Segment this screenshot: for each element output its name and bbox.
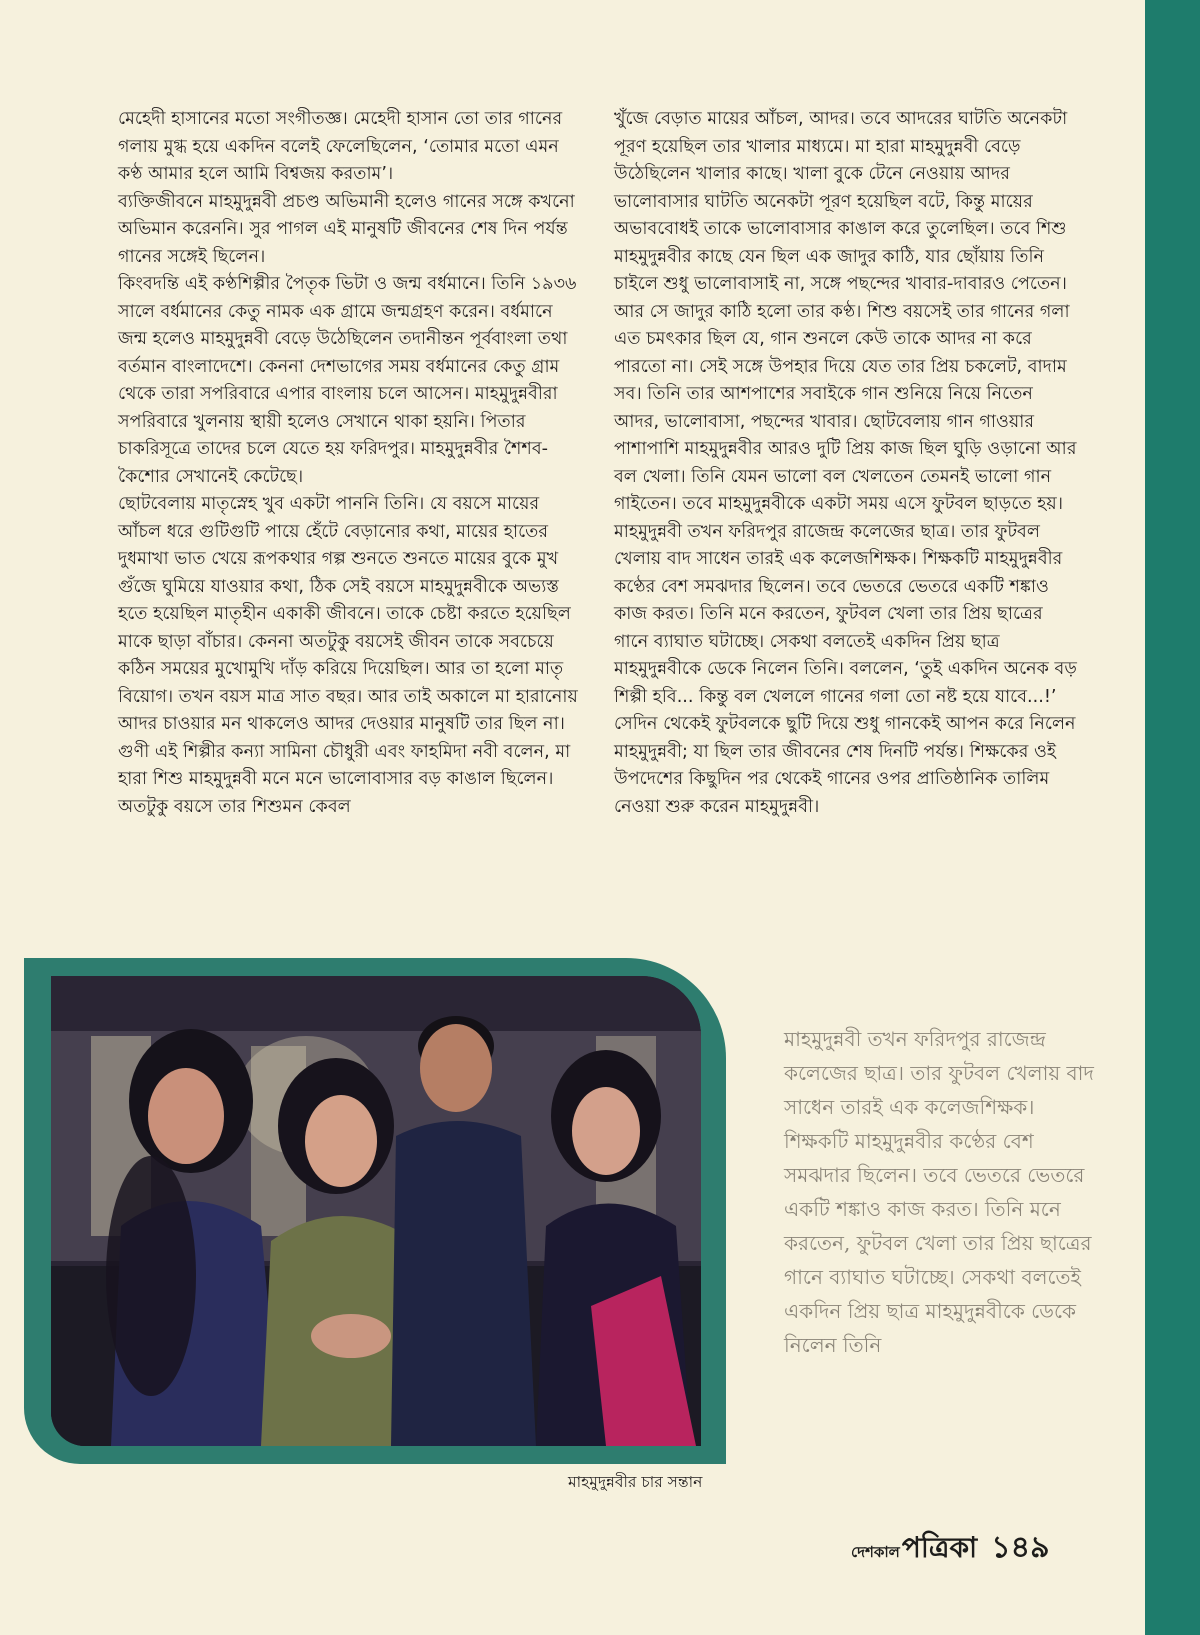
paragraph: গুণী এই শিল্পীর কন্যা সামিনা চৌধুরী এবং ফাহমিদা নবী বলেন, মা হারা শিশু মাহমুদুন্নবী মনে মনে ভালোবাসার বড় কাঙাল ছিলেন। অতটুকু বয়সে তার শিশুমন কেবল [118, 741, 571, 817]
article-column-right [614, 106, 1080, 821]
paragraph: ব্যক্তিজীবনে মাহমুদুন্নবী প্রচণ্ড অভিমানী হলেও গানের সঙ্গে কখনো অভিমান করেননি। সুর পাগল এই মানুষটি জীবনের শেষ দিন পর্যন্ত গানের সঙ্গেই ছিলেন। [118, 191, 575, 267]
group-photo [51, 976, 701, 1446]
pull-quote: মাহমুদুন্নবী তখন ফরিদপুর রাজেন্দ্র কলেজের ছাত্র। তার ফুটবল খেলায় বাদ সাধেন তারই এক কলেজশিক্ষক। শিক্ষকটি মাহমুদুন্নবীর কণ্ঠের বেশ সমঝদার ছিলেন। তবে ভেতরে ভেতরে একটি শঙ্কাও কাজ করত। তিনি মনে করতেন, ফুটবল খেলা তার প্রিয় ছাত্রের গানে ব্যাঘাত ঘটাচ্ছে। সেকথা বলতেই একদিন প্রিয় ছাত্র মাহমুদুন্নবীকে ডেকে নিলেন তিনি [784, 1027, 1094, 1357]
footer [851, 1523, 1050, 1574]
photo-frame [24, 958, 726, 1464]
side-color-band [1145, 0, 1200, 1635]
paragraph: ছোটবেলায় মাতৃস্নেহ খুব একটা পাননি তিনি। যে বয়সে মায়ের আঁচল ধরে গুটিগুটি পায়ে হেঁটে বেড়ানোর কথা, মায়ের হাতের দুধমাখা ভাত খেয়ে রূপকথার গল্প শুনতে শুনতে মায়ের বুকে মুখ গুঁজে ঘুমিয়ে যাওয়ার কথা, ঠিক সেই বয়সে মাহমুদুন্নবীকে অভ্যস্ত হতে হয়েছিল মাতৃহীন একাকী জীবনে। তাকে চেষ্টা করতে হয়েছিল মাকে ছাড়া বাঁচার। কেননা অতটুকু বয়সেই জীবন তাকে সবচেয়ে কঠিন সময়ের মুখোমুখি দাঁড় করিয়ে দিয়েছিল। আর তা হলো মাতৃ বিয়োগ। তখন বয়স মাত্র সাত বছর। আর তাই অকালে মা হারানোয় আদর চাওয়ার মন থাকলেও আদর দেওয়ার মানুষটি তার ছিল না। [118, 494, 578, 734]
paragraph: মাহমুদুন্নবী তখন ফরিদপুর রাজেন্দ্র কলেজের ছাত্র। তার ফুটবল খেলায় বাদ সাধেন তারই এক কলেজশিক্ষক। শিক্ষকটি মাহমুদুন্নবীর কণ্ঠের বেশ সমঝদার ছিলেন। তবে ভেতরে ভেতরে একটি শঙ্কাও কাজ করত। তিনি মনে করতেন, ফুটবল খেলা তার প্রিয় ছাত্রের গানে ব্যাঘাত ঘটাচ্ছে। সেকথা বলতেই একদিন প্রিয় ছাত্র মাহমুদুন্নবীকে ডেকে নিলেন তিনি। বললেন, ‘তুই একদিন অনেক বড় শিল্পী হবি... কিন্তু বল খেললে গানের গলা তো নষ্ট হয়ে যাবে...!’ সেদিন থেকেই ফুটবলকে ছুটি দিয়ে শুধু গানকেই আপন করে নিলেন মাহমুদুন্নবী; যা ছিল তার জীবনের শেষ দিনটি পর্যন্ত। শিক্ষকের ওই উপদেশের কিছুদিন পর থেকেই গানের ওপর প্রাতিষ্ঠানিক তালিম নেওয়া শুরু করেন মাহমুদুন্নবী। [614, 521, 1077, 817]
paragraph: খুঁজে বেড়াত মায়ের আঁচল, আদর। তবে আদরের ঘাটতি অনেকটা পূরণ হয়েছিল তার খালার মাধ্যমে। মা হারা মাহমুদুন্নবী বেড়ে উঠেছিলেন খালার কাছে। খালা বুকে টেনে নেওয়ায় আদর ভালোবাসার ঘাটতি অনেকটা পূরণ হয়েছিল বটে, কিন্তু মায়ের অভাববোধই তাকে ভালোবাসার কাঙাল করে তুলেছিল। তবে শিশু মাহমুদুন্নবীর কাছে যেন ছিল এক জাদুর কাঠি, যার ছোঁয়ায় তিনি চাইলে শুধু ভালোবাসাই না, সঙ্গে পছন্দের খাবার-দাবারও পেতেন। আর সে জাদুর কাঠি হলো তার কণ্ঠ। শিশু বয়সেই তার গানের গলা এত চমৎকার ছিল যে, গান শুনলে কেউ তাকে আদর না করে পারতো না। সেই সঙ্গে উপহার দিয়ে যেত তার প্রিয় চকলেট, বাদাম সব। তিনি তার আশপাশের সবাইকে গান শুনিয়ে নিয়ে নিতেন আদর, ভালোবাসা, পছন্দের খাবার। ছোটবেলায় গান গাওয়ার পাশাপাশি মাহমুদুন্নবীর আরও দুটি প্রিয় কাজ ছিল ঘুড়ি ওড়ানো আর বল খেলা। তিনি যেমন ভালো বল খেলতেন তেমনই ভালো গান গাইতেন। তবে মাহমুদুন্নবীকে একটা সময় এসে ফুটবল ছাড়তে হয়। [614, 109, 1077, 514]
brand-logo-main: পত্রিকা [901, 1531, 978, 1564]
paragraph: মেহেদী হাসানের মতো সংগীতজ্ঞ। মেহেদী হাসান তো তার গানের গলায় মুগ্ধ হয়ে একদিন বলেই ফেলেছিলেন, ‘তোমার মতো এমন কণ্ঠ আমার হলে আমি বিশ্বজয় করতাম’। [118, 109, 563, 184]
paragraph: কিংবদন্তি এই কণ্ঠশিল্পীর পৈতৃক ভিটা ও জন্ম বর্ধমানে। তিনি ১৯৩৬ সালে বর্ধমানের কেতু নামক এক গ্রামে জন্মগ্রহণ করেন। বর্ধমানে জন্ম হলেও মাহমুদুন্নবী বেড়ে উঠেছিলেন তদানীন্তন পূর্ববাংলা তথা বর্তমান বাংলাদেশে। কেননা দেশভাগের সময় বর্ধমানের কেতু গ্রাম থেকে তারা সপরিবারে এপার বাংলায় চলে আসেন। মাহমুদুন্নবীরা সপরিবারে খুলনায় স্থায়ী হলেও সেখানে থাকা হয়নি। পিতার চাকরিসূত্রে তাদের চলে যেতে হয় ফরিদপুর। মাহমুদুন্নবীর শৈশব-কৈশোর সেখানেই কেটেছে। [118, 274, 577, 487]
photo-caption: মাহমুদুন্নবীর চার সন্তান [568, 1473, 703, 1491]
group-photo-illustration [51, 976, 701, 1446]
page-number: ১৪৯ [991, 1530, 1050, 1565]
brand-logo-small: দেশকাল [851, 1543, 900, 1561]
article-column-left [118, 106, 580, 821]
